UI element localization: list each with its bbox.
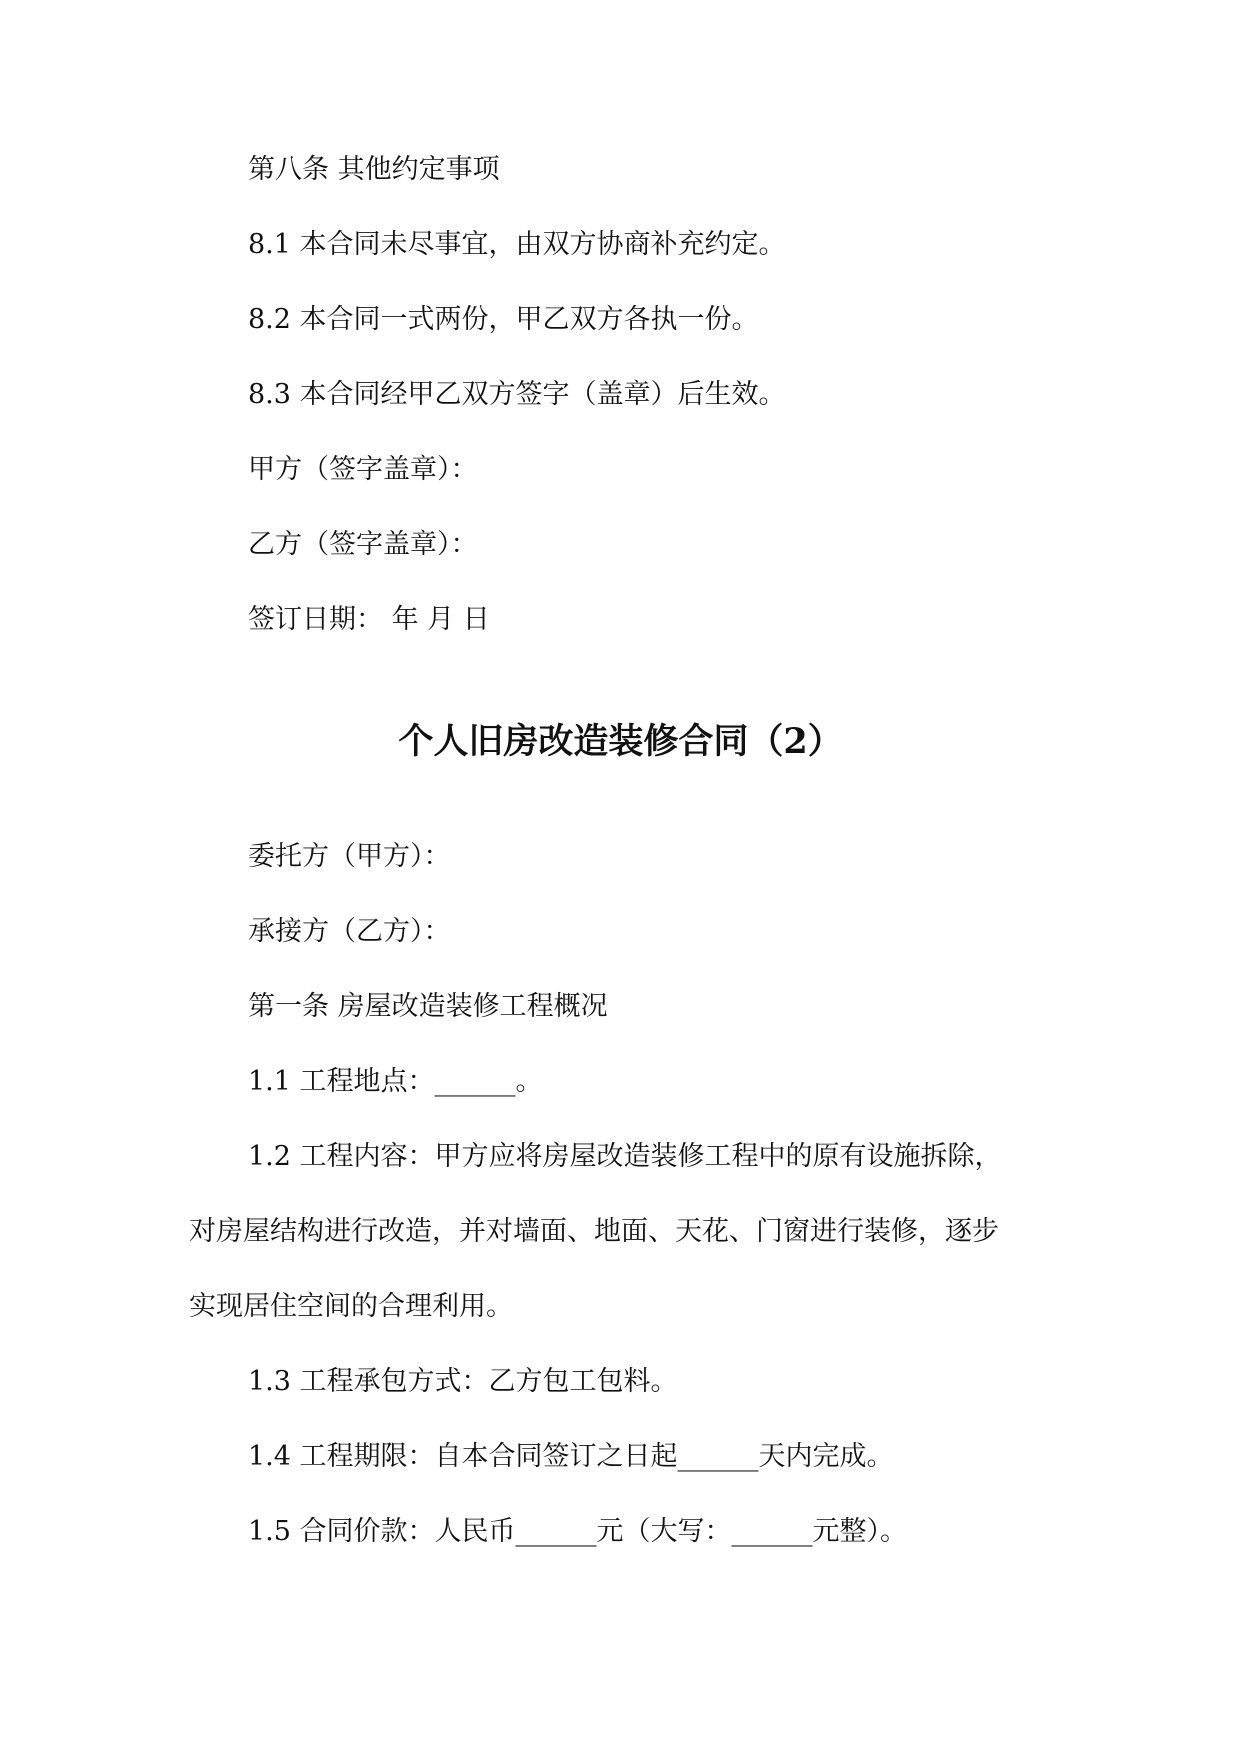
clause-1-2-line1: 1.2 工程内容：甲方应将房屋改造装修工程中的原有设施拆除， xyxy=(248,1141,1002,1172)
clause-8-2: 8.2 本合同一式两份，甲乙双方各执一份。 xyxy=(248,304,759,335)
article1-heading: 第一条 房屋改造装修工程概况 xyxy=(248,991,608,1022)
contractor-party: 承接方（乙方）： xyxy=(248,916,451,947)
party-a-signature: 甲方（签字盖章）： xyxy=(248,454,478,485)
clause-1-4: 1.4 工程期限：自本合同签订之日起______天内完成。 xyxy=(248,1441,894,1472)
signing-date: 签订日期： 年 月 日 xyxy=(248,604,490,635)
clause-8-1: 8.1 本合同未尽事宜，由双方协商补充约定。 xyxy=(248,229,786,260)
client-party: 委托方（甲方）： xyxy=(248,841,451,872)
clause-1-2-line3: 实现居住空间的合理利用。 xyxy=(189,1291,513,1322)
clause-1-1: 1.1 工程地点：______。 xyxy=(248,1066,543,1097)
clause-8-3: 8.3 本合同经甲乙双方签字（盖章）后生效。 xyxy=(248,379,786,410)
clause-1-3: 1.3 工程承包方式：乙方包工包料。 xyxy=(248,1366,678,1397)
clause-1-2-line2: 对房屋结构进行改造，并对墙面、地面、天花、门窗进行装修，逐步 xyxy=(189,1216,999,1247)
party-b-signature: 乙方（签字盖章）： xyxy=(248,529,478,560)
section8-heading: 第八条 其他约定事项 xyxy=(248,154,500,185)
contract-title: 个人旧房改造装修合同（2） xyxy=(398,721,843,762)
clause-1-5: 1.5 合同价款：人民币______元（大写：______元整）。 xyxy=(248,1516,908,1547)
